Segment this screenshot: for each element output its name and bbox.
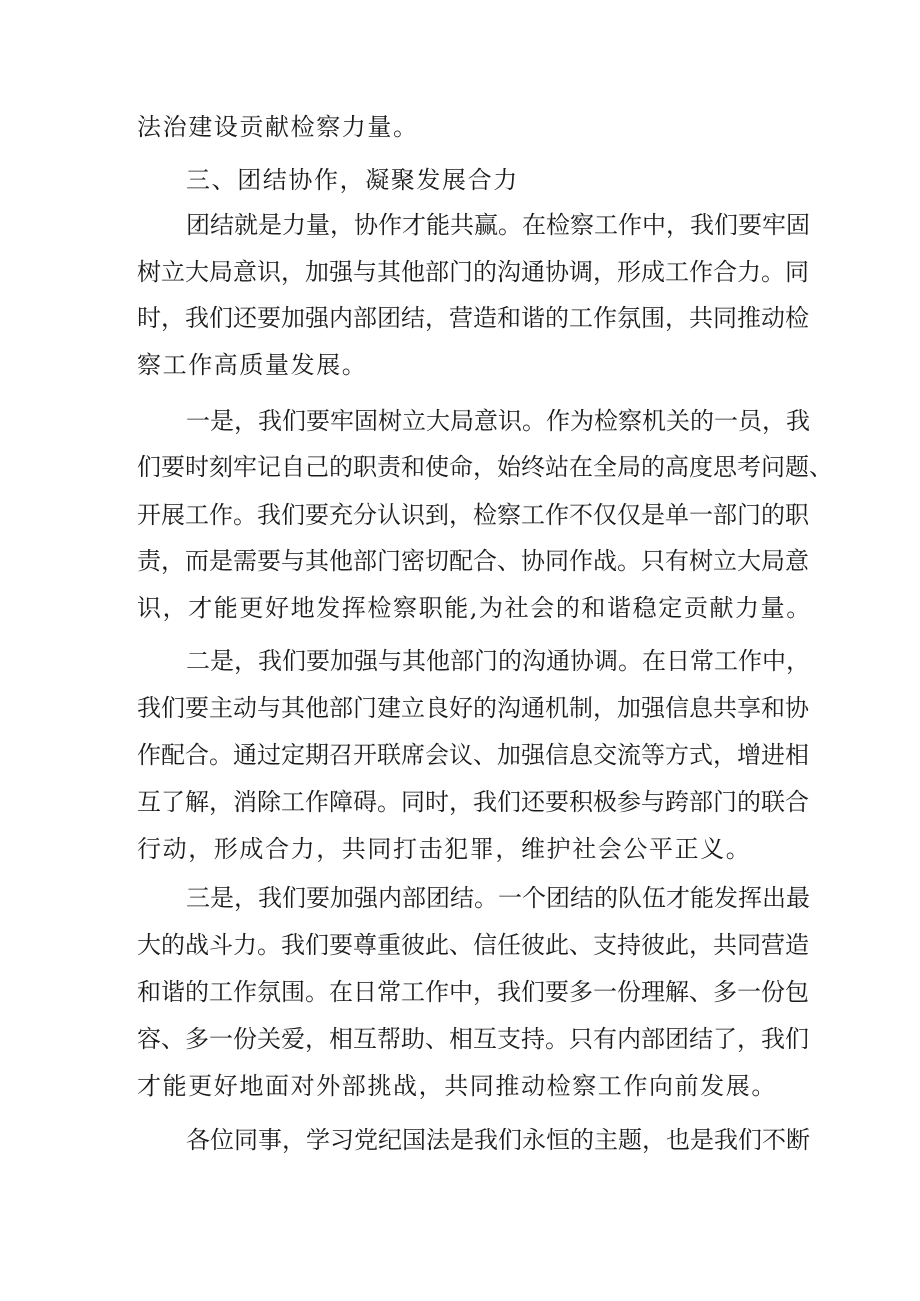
- text-line: 才能更好地面对外部挑战，共同推动检察工作向前发展。: [137, 1072, 777, 1100]
- text-line: 我们要主动与其他部门建立良好的沟通机制，加强信息共享和协: [137, 694, 809, 722]
- text-line: 大的战斗力。我们要尊重彼此、信任彼此、支持彼此，共同营造: [137, 931, 809, 959]
- section-heading: 三、团结协作，凝聚发展合力: [186, 166, 519, 194]
- text-line: 们要时刻牢记自己的职责和使命，始终站在全局的高度思考问题、: [137, 453, 833, 481]
- text-line: 察工作高质量发展。: [137, 351, 368, 379]
- text-line: 互了解，消除工作障碍。同时，我们还要积极参与跨部门的联合: [137, 788, 809, 816]
- text-line: 法治建设贡献检察力量。: [137, 113, 419, 141]
- text-line: 三是，我们要加强内部团结。一个团结的队伍才能发挥出最: [186, 884, 810, 912]
- text-line: 各位同事，学习党纪国法是我们永恒的主题，也是我们不断: [186, 1126, 810, 1154]
- text-line: 责，而是需要与其他部门密切配合、协同作战。只有树立大局意: [137, 547, 809, 575]
- text-line: 识，才能更好地发挥检察职能,为社会的和谐稳定贡献力量。: [137, 594, 812, 622]
- text-line: 开展工作。我们要充分认识到，检察工作不仅仅是单一部门的职: [137, 501, 809, 529]
- text-line: 容、多一份关爱，相互帮助、相互支持。只有内部团结了，我们: [137, 1025, 809, 1053]
- text-line: 团结就是力量，协作才能共赢。在检察工作中，我们要牢固: [186, 211, 810, 239]
- text-line: 树立大局意识，加强与其他部门的沟通协调，形成工作合力。同: [137, 258, 809, 286]
- text-line: 和谐的工作氛围。在日常工作中，我们要多一份理解、多一份包: [137, 978, 809, 1006]
- text-line: 作配合。通过定期召开联席会议、加强信息交流等方式，增进相: [137, 741, 809, 769]
- text-line: 行动，形成合力，共同打击犯罪，维护社会公平正义。: [137, 835, 752, 863]
- text-line: 一是，我们要牢固树立大局意识。作为检察机关的一员，我: [186, 407, 810, 435]
- text-line: 二是，我们要加强与其他部门的沟通协调。在日常工作中，: [186, 647, 810, 675]
- text-line: 时，我们还要加强内部团结，营造和谐的工作氛围，共同推动检: [137, 304, 809, 332]
